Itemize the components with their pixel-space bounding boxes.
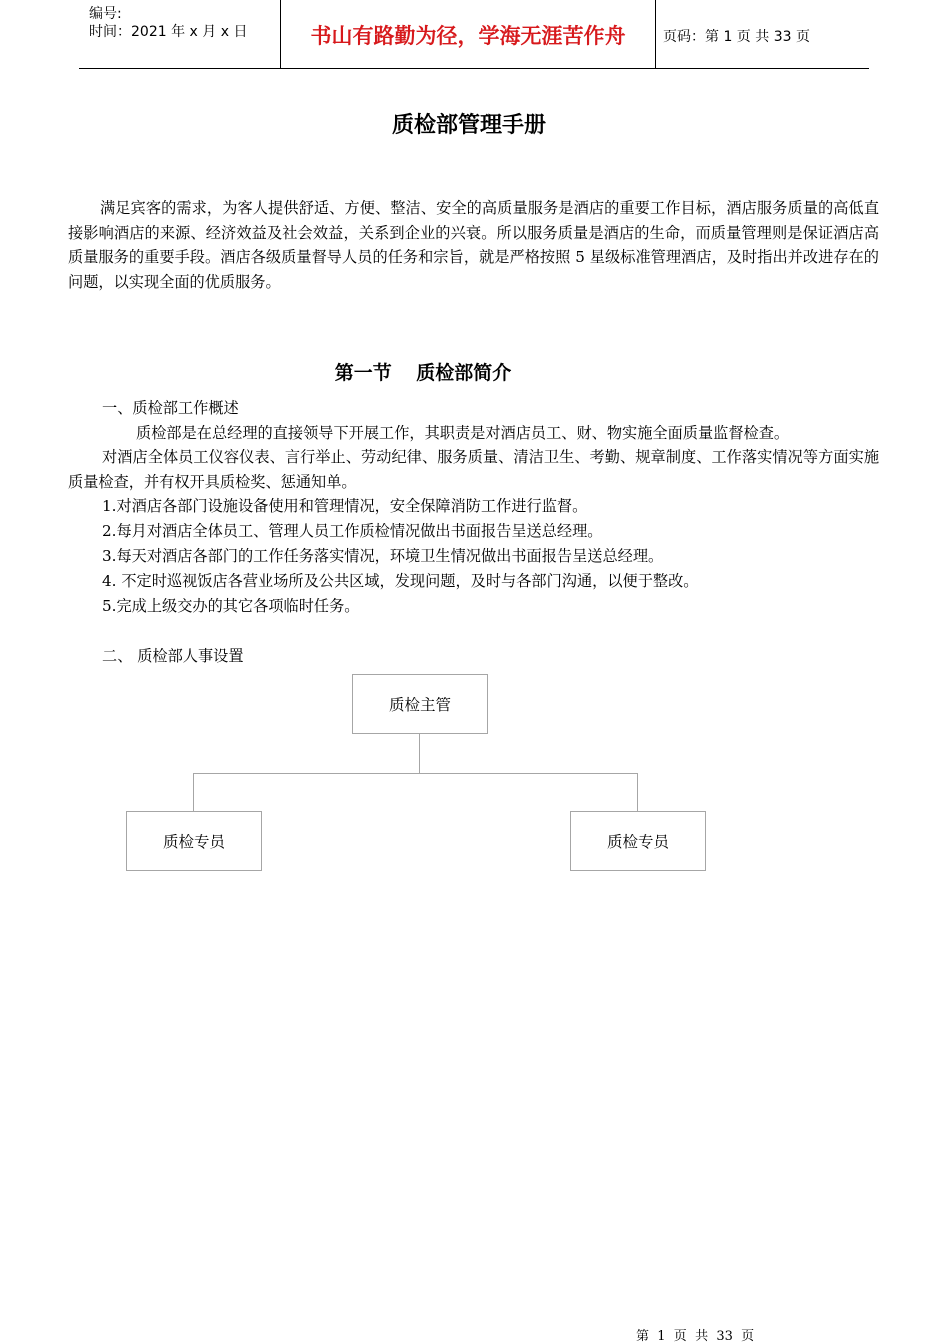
inspection-scope-paragraph: 对酒店全体员工仪容仪表、言行举止、劳动纪律、服务质量、清洁卫生、考勤、规章制度、工作落实情况等方面实施质量检查，并有权开具质检奖、惩通知单。 (68, 448, 879, 491)
org-connector (637, 773, 638, 811)
org-connector (193, 773, 638, 774)
subsection-heading-overview: 一、质检部工作概述 (102, 399, 239, 417)
page-header (79, 0, 869, 69)
duty-item: 3.每天对酒店各部门的工作任务落实情况，环境卫生情况做出书面报告呈送总经理。 (102, 547, 664, 565)
org-connector (419, 733, 420, 773)
document-number-label: 编号: (89, 6, 122, 22)
intro-paragraph: 满足宾客的需求，为客人提供舒适、方便、整洁、安全的高质量服务是酒店的重要工作目标，酒店服务质量的高低直接影响酒店的来源、经济效益及社会效益，关系到企业的兴衰。所以服务质量是酒店的生命，而质量管理则是保证酒店高质量服务的重要手段。酒店各级质量督导人员的任务和宗旨，就是严格按照 5 星级标准管理酒店，及时指出并改进存在的问题，以实现全面的优质服务。 (68, 199, 879, 291)
subsection-heading-staffing: 二、 质检部人事设置 (102, 647, 244, 665)
org-node-specialist-right (570, 811, 706, 871)
org-node-specialist-left (126, 811, 262, 871)
header-left-cell (79, 0, 280, 68)
duty-item: 5.完成上级交办的其它各项临时任务。 (102, 597, 360, 615)
section-heading: 第一节 质检部简介 (334, 362, 512, 384)
document-time-label: 时间：2021 年 x 月 x 日 (89, 24, 248, 40)
org-connector (193, 773, 194, 811)
header-page-info: 页码：第 1 页 共 33 页 (663, 29, 810, 45)
header-right-cell (655, 0, 869, 68)
duty-item: 1.对酒店各部门设施设备使用和管理情况，安全保障消防工作进行监督。 (102, 497, 588, 515)
page-footer: 第 1 页 共 33 页 (636, 1329, 755, 1344)
org-node-label: 质检主管 (388, 696, 451, 714)
duty-item: 4. 不定时巡视饭店各营业场所及公共区域，发现问题，及时与各部门沟通，以便于整改。 (102, 572, 699, 590)
org-node-label: 质检专员 (162, 833, 225, 851)
header-motto-cell (280, 0, 656, 68)
duty-item: 2.每月对酒店全体员工、管理人员工作质检情况做出书面报告呈送总经理。 (102, 522, 603, 540)
overview-paragraph: 质检部是在总经理的直接领导下开展工作，其职责是对酒店员工、财、物实施全面质量监督检查。 (136, 424, 790, 442)
motto-text: 书山有路勤为径，学海无涯苦作舟 (310, 24, 626, 48)
org-node-supervisor (352, 674, 488, 734)
org-node-label: 质检专员 (606, 833, 669, 851)
document-title: 质检部管理手册 (391, 113, 546, 138)
